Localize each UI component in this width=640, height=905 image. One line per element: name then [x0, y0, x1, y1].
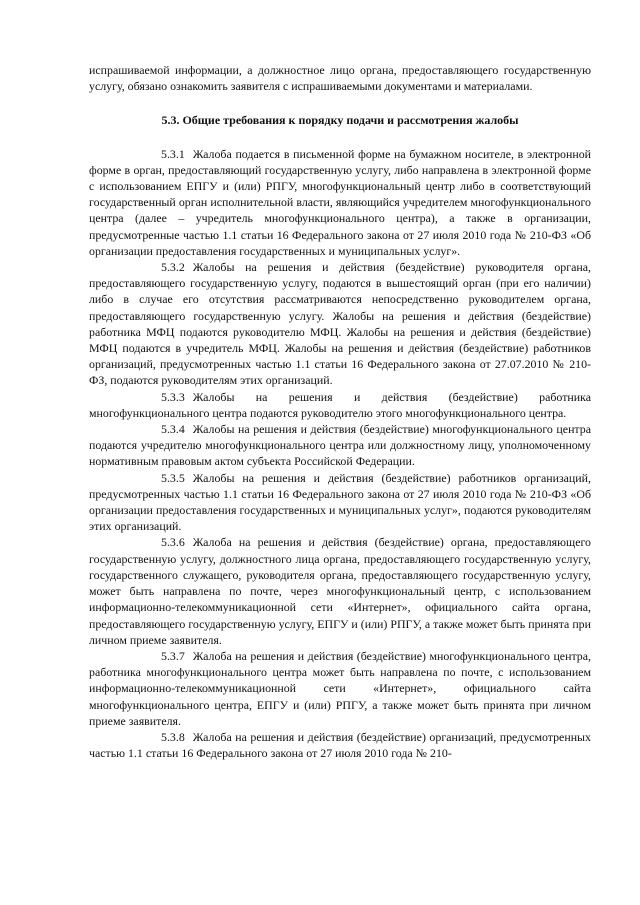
paragraph-text: Жалобы на решения и действия (бездействие) многофункционального центра подаются учредителю многофункционального центра или должностному лицу, уполномоченному нормативным правовым актом субъекта Российской Федерации. [89, 422, 591, 469]
paragraph-number: 5.3.3 [161, 389, 185, 404]
paragraph-text: Жалоба на решения и действия (бездействие) органа, предоставляющего государственную услугу, должностного лица органа, предоставляющего государственную услугу, государственного служащего, руководителя органа, предоставляющего государственную услугу, может быть направлена по почте, через многофункциональный центр, с использованием информационно-телекоммуникационной сети «Интернет», официального сайта органа, предоставляющего государственную услугу, ЕПГУ и (или) РПГУ, а также может быть принята при личном приеме заявителя. [89, 535, 591, 647]
paragraph-number: 5.3.7 [161, 648, 185, 663]
paragraph-5-3-5 [89, 470, 591, 535]
paragraph-5-3-3 [89, 389, 591, 421]
paragraph-number: 5.3.8 [161, 729, 185, 744]
paragraph-number: 5.3.2 [161, 260, 185, 275]
paragraph-text: Жалобы на решения и действия (бездействие) работника многофункционального центра подаются руководителю этого многофункционального центра. [89, 389, 591, 420]
paragraph-number: 5.3.4 [161, 422, 185, 437]
paragraph-5-3-4 [89, 421, 591, 470]
paragraph-number: 5.3.1 [161, 146, 185, 161]
paragraph-text: Жалобы на решения и действия (бездействие) работников организаций, предусмотренных частью 1.1 статьи 16 Федерального закона от 27 июля 2010 года № 210-ФЗ «Об организации предоставления государственных и муниципальных услуг», подаются руководителям этих организаций. [89, 470, 591, 534]
paragraph-text: Жалоба на решения и действия (бездействие) многофункционального центра, работника многофункционального центра может быть направлена по почте, с использованием информационно-телекоммуникационной сети «Интернет», официального сайта многофункционального центра, ЕПГУ и (или) РПГУ, а также может быть принята при личном приеме заявителя. [89, 648, 591, 728]
paragraph-number: 5.3.6 [161, 535, 185, 550]
paragraph-5-3-7 [89, 648, 591, 729]
intro-paragraph: испрашиваемой информации, а должностное лицо органа, предоставляющего государственную услугу, обязано ознакомить заявителя с испрашиваемыми документами и материалами. [89, 63, 591, 94]
paragraph-5-3-2 [89, 259, 591, 389]
paragraph-text: Жалобы на решения и действия (бездействие) руководителя органа, предоставляющего государственную услугу, подаются в вышестоящий орган (при его наличии) либо в случае его отсутствия рассматриваются непосредственно руководителем органа, предоставляющего государственную услугу. Жалобы на решения и действия (бездействие) работника МФЦ подаются руководителю МФЦ. Жалобы на решения и действия (бездействие) МФЦ подаются в учредитель МФЦ. Жалобы на решения и действия (бездействие) работников организаций, предусмотренных частью 1.1 статьи 16 Федерального закона от 27.07.2010 № 210-ФЗ, подаются руководителям этих организаций. [89, 260, 591, 388]
paragraph-5-3-1 [89, 146, 591, 259]
paragraph-number: 5.3.5 [161, 470, 185, 485]
paragraph-text: Жалоба подается в письменной форме на бумажном носителе, в электронной форме в орган, предоставляющий государственную услугу, либо направлена в электронной форме с использованием ЕПГУ и (или) РПГУ, многофункциональный центр либо в соответствующий государственный орган исполнительной власти, являющийся учредителем многофункционального центра (далее – учредитель многофункционального центра), а также в организации, предусмотренные частью 1.1 статьи 16 Федерального закона от 27 июля 2010 года № 210-ФЗ «Об организации предоставления государственных и муниципальных услуг». [89, 146, 591, 258]
section-title: 5.3. Общие требования к порядку подачи и рассмотрения жалобы [161, 113, 519, 128]
paragraph-5-3-6 [89, 534, 591, 647]
paragraph-text: Жалоба на решения и действия (бездействие) организаций, предусмотренных частью 1.1 статьи 16 Федерального закона от 27 июля 2010 года № 210- [89, 729, 591, 761]
paragraph-5-3-8 [89, 729, 591, 761]
